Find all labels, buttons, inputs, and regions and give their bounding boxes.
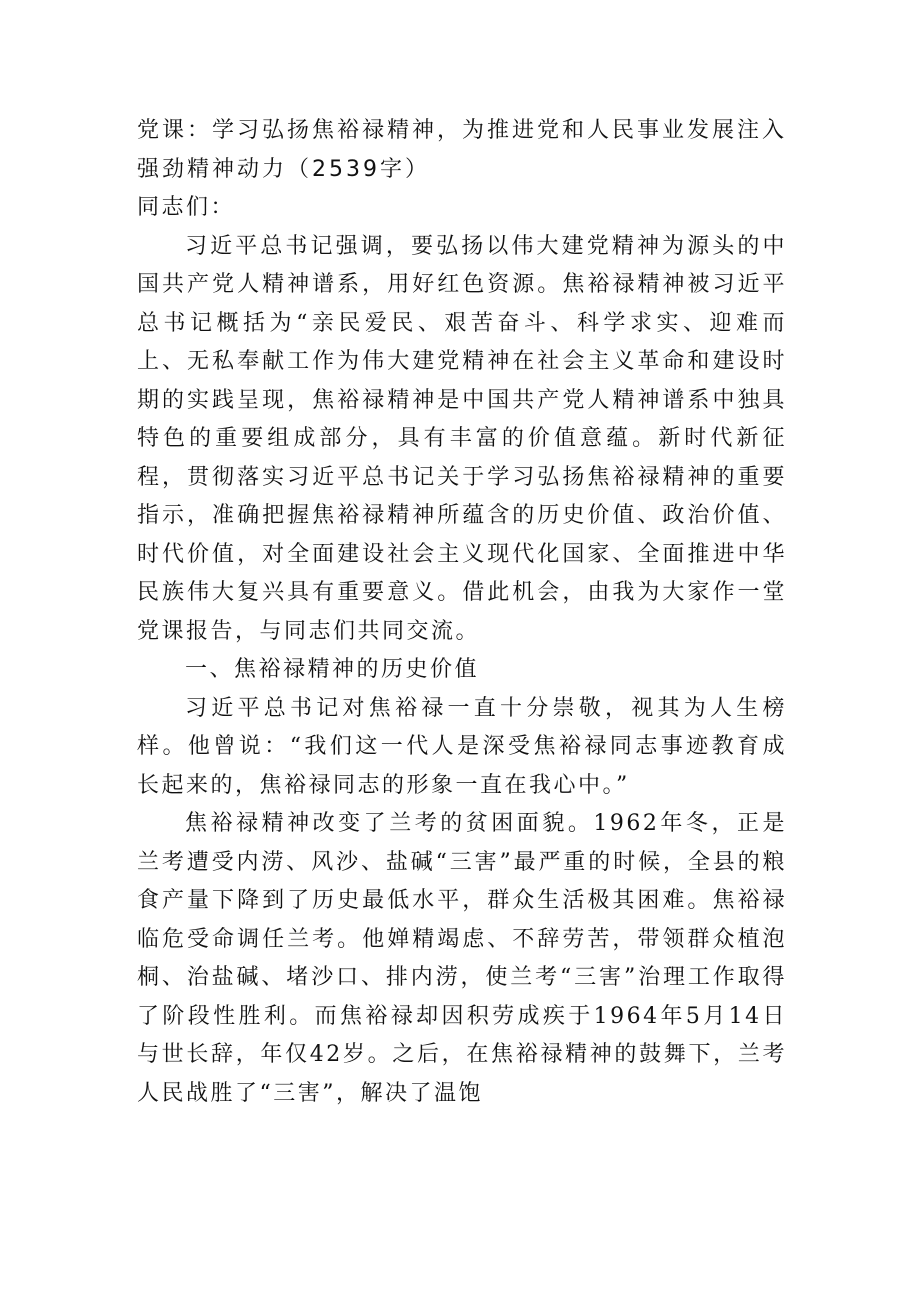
document-title: 党课：学习弘扬焦裕禄精神，为推进党和人民事业发展注入强劲精神动力（2539字）	[137, 118, 788, 182]
paragraph-intro: 习近平总书记强调，要弘扬以伟大建党精神为源头的中国共产党人精神谱系，用好红色资源。焦裕禄精神被习近平总书记概括为“亲民爱民、艰苦奋斗、科学求实、迎难而上、无私奉献工作为伟大建党精神在社会主义革命和建设时期的实践呈现，焦裕禄精神是中国共产党人精神谱系中独具特色的重要组成部分，具有丰富的价值意蕴。新时代新征程，贯彻落实习近平总书记关于学习弘扬焦裕禄精神的重要指示，准确把握焦裕禄精神所蕴含的历史价值、政治价值、时代价值，对全面建设社会主义现代化国家、全面推进中华民族伟大复兴具有重要意义。借此机会，由我为大家作一堂党课报告，与同志们共同交流。	[137, 233, 787, 644]
document-body	[137, 112, 787, 1113]
greeting: 同志们：	[137, 195, 236, 220]
paragraph-lankao: 焦裕禄精神改变了兰考的贫困面貌。1962年冬，正是兰考遭受内涝、风沙、盐碱“三害”最严重的时候，全县的粮食产量下降到了历史最低水平，群众生活极其困难。焦裕禄临危受命调任兰考。他婵精竭虑、不辞劳苦，带领群众植泡桐、治盐碱、堵沙口、排内涝，使兰考“三害”治理工作取得了阶段性胜利。而焦裕禄却因积劳成疾于1964年5月14日与世长辞，年仅42岁。之后，在焦裕禄精神的鼓舞下，兰考人民战胜了“三害”，解决了温饱	[137, 811, 787, 1106]
section-heading-1: 一、焦裕禄精神的历史价值	[185, 657, 480, 682]
paragraph-quote: 习近平总书记对焦裕禄一直十分崇敬，视其为人生榜样。他曾说：“我们这一代人是深受焦裕禄同志事迹教育成长起来的，焦裕禄同志的形象一直在我心中。”	[137, 695, 787, 798]
